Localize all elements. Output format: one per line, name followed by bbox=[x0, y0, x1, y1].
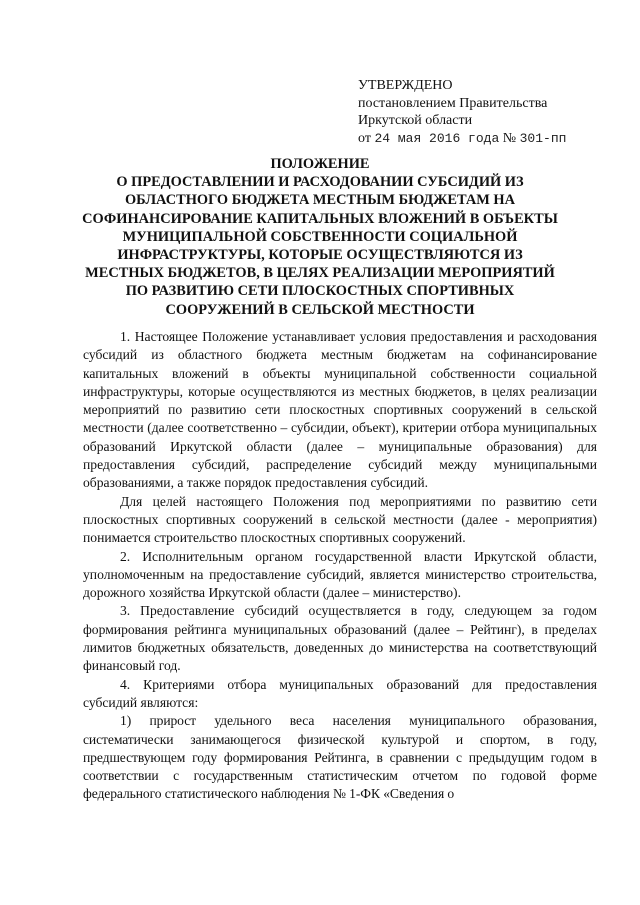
approval-line-region: Иркутской области bbox=[358, 113, 473, 128]
title-line: МУНИЦИПАЛЬНОЙ СОБСТВЕННОСТИ СОЦИАЛЬНОЙ bbox=[122, 228, 518, 245]
title-line: ПО РАЗВИТИЮ СЕТИ ПЛОСКОСТНЫХ СПОРТИВНЫХ bbox=[125, 283, 515, 300]
title-line: О ПРЕДОСТАВЛЕНИИ И РАСХОДОВАНИИ СУБСИДИЙ ИЗ bbox=[116, 174, 524, 191]
approval-heading: УТВЕРЖДЕНО bbox=[358, 78, 453, 93]
approval-line-resolution: постановлением Правительства bbox=[358, 95, 548, 111]
approval-number-sign: № bbox=[502, 130, 517, 146]
paragraph-4-item-1: 1) прирост удельного веса населения муниципального образования, систематически занимающегося физической культурой и спортом, в году, предшествующем году формирования Рейтинга, в сравнении с предыдущим годом в соответствии с государственным статистическим отчетом по годовой форме федерального статистического наблюдения № 1-ФК «Сведения о bbox=[83, 713, 597, 802]
approval-date-line bbox=[358, 130, 628, 148]
approval-date: 24 мая 2016 года bbox=[374, 130, 500, 146]
approval-from-label: от bbox=[358, 130, 371, 146]
document-title bbox=[70, 155, 570, 319]
title-line: СООРУЖЕНИЙ В СЕЛЬСКОЙ МЕСТНОСТИ bbox=[165, 301, 475, 318]
paragraph-4: 4. Критериями отбора муниципальных образований для предоставления субсидий являются: bbox=[83, 676, 597, 710]
paragraph-2: 2. Исполнительным органом государственной власти Иркутской области, уполномоченным на предоставление субсидий, является министерство строительства, дорожного хозяйства Иркутской области (далее – министерство). bbox=[83, 548, 597, 601]
approval-stamp bbox=[358, 77, 628, 147]
title-line: ОБЛАСТНОГО БЮДЖЕТА МЕСТНЫМ БЮДЖЕТАМ НА bbox=[124, 192, 516, 209]
title-line: МЕСТНЫХ БЮДЖЕТОВ, В ЦЕЛЯХ РЕАЛИЗАЦИИ МЕРОПРИЯТИЙ bbox=[85, 265, 555, 282]
approval-number: 301-пп bbox=[519, 130, 567, 146]
paragraph-1-definition: Для целей настоящего Положения под мероприятиями по развитию сети плоскостных спортивных сооружений в сельской местности (далее - мероприятия) понимается строительство плоскостных спортивных сооружений. bbox=[83, 493, 597, 546]
document-body bbox=[83, 328, 597, 804]
paragraph-3: 3. Предоставление субсидий осуществляется в году, следующем за годом формирования рейтинга муниципальных образований (далее – Рейтинг), в пределах лимитов бюджетных обязательств, доведенных до министерства на соответствующий финансовый год. bbox=[83, 603, 597, 674]
paragraph-1: 1. Настоящее Положение устанавливает условия предоставления и расходования субсидий из областного бюджета местным бюджетам на софинансирование капитальных вложений в объекты муниципальной собственности социальной инфраструктуры, которые осуществляются из местных бюджетов, в целях реализации мероприятий по развитию сети плоскостных спортивных сооружений в сельской местности (далее соответственно – субсидии, объект), критерии отбора муниципальных образований Иркутской области (далее – муниципальные образования) для предоставления субсидий, распределение субсидий между муниципальными образованиями, а также порядок предоставления субсидий. bbox=[83, 329, 597, 491]
title-line: СОФИНАНСИРОВАНИЕ КАПИТАЛЬНЫХ ВЛОЖЕНИЙ В ОБЪЕКТЫ bbox=[82, 210, 558, 227]
title-line: ИНФРАСТРУКТУРЫ, КОТОРЫЕ ОСУЩЕСТВЛЯЮТСЯ ИЗ bbox=[117, 247, 523, 264]
title-line: ПОЛОЖЕНИЕ bbox=[270, 156, 370, 172]
